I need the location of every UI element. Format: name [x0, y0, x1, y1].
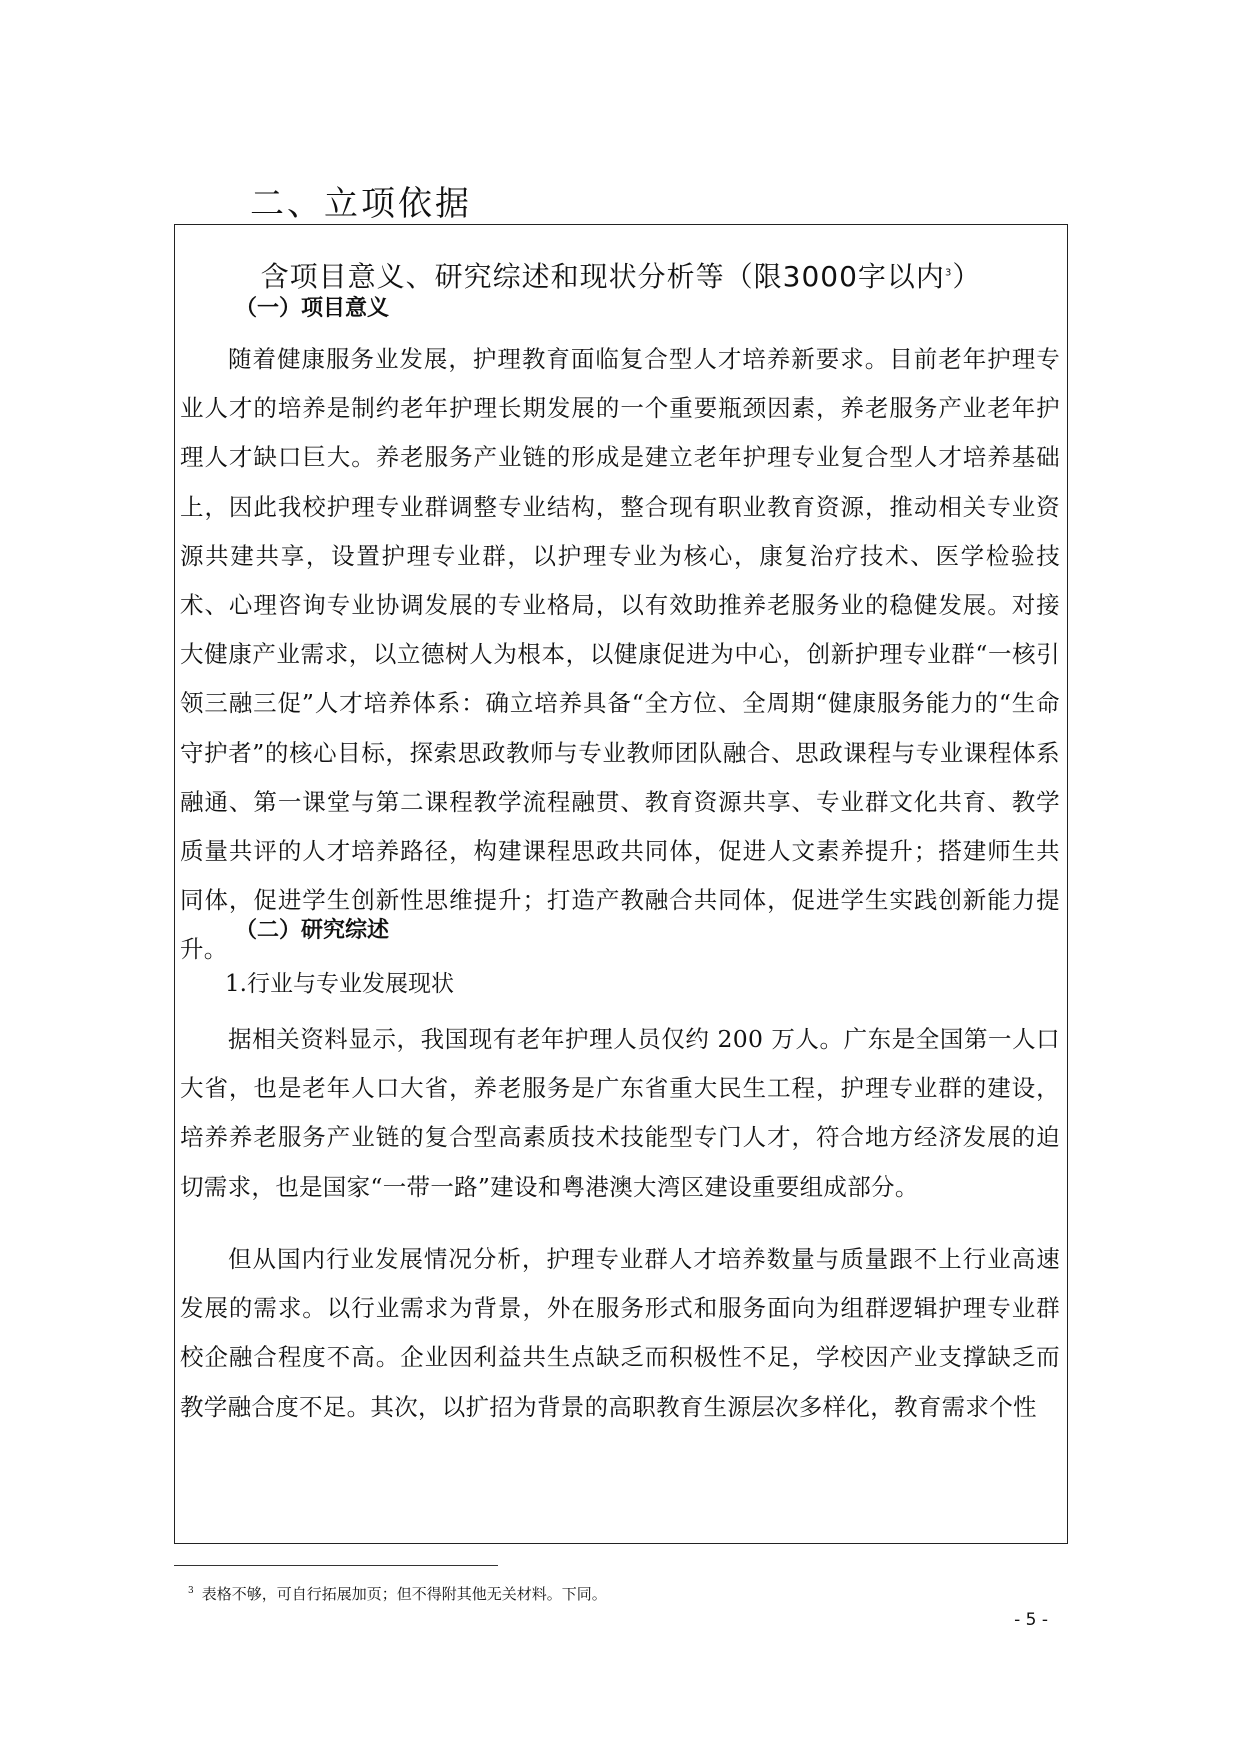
section-heading: 二、立项依据	[250, 184, 472, 224]
footnote-divider	[174, 1565, 498, 1566]
content-box	[174, 224, 1068, 1544]
item-industry-status: 1.行业与专业发展现状	[225, 971, 454, 997]
paragraph-industry-data: 据相关资料显示，我国现有老年护理人员仅约 200 万人。广东是全国第一人口大省，也是老年人口大省，养老服务是广东省重大民生工程，护理专业群的建设，培养养老服务产业链的复合型高素质技术技能型专门人才，符合地方经济发展的迫切需求，也是国家“一带一路”建设和粤港澳大湾区建设重要组成部分。	[180, 1025, 1060, 1201]
footnote	[188, 1583, 607, 1604]
box-title-close: ）	[952, 260, 982, 293]
box-title	[175, 255, 1067, 295]
subheading-project-significance: （一）项目意义	[235, 296, 390, 321]
title-footnote-mark: 3	[944, 267, 953, 279]
paragraph-project-significance: 随着健康服务业发展，护理教育面临复合型人才培养新要求。目前老年护理专业人才的培养是制约老年护理长期发展的一个重要瓶颈因素，养老服务产业老年护理人才缺口巨大。养老服务产业链的形成是建立老年护理专业复合型人才培养基础上，因此我校护理专业群调整专业结构，整合现有职业教育资源，推动相关专业资源共建共享，设置护理专业群，以护理专业为核心，康复治疗技术、医学检验技术、心理咨询专业协调发展的专业格局，以有效助推养老服务业的稳健发展。对接大健康产业需求，以立德树人为根本，以健康促进为中心，创新护理专业群“一核引领三融三促”人才培养体系：确立培养具备“全方位、全周期“健康服务能力的“生命守护者”的核心目标，探索思政教师与专业教师团队融合、思政课程与专业课程体系融通、第一课堂与第二课程教学流程融贯、教育资源共享、专业群文化共育、教学质量共评的人才培养路径，构建课程思政共同体，促进人文素养提升；搭建师生共同体，促进学生创新性思维提升；打造产教融合共同体，促进学生实践创新能力提升。	[180, 345, 1060, 964]
footnote-mark: 3	[188, 1586, 194, 1596]
page-number: - 5 -	[1014, 1610, 1048, 1630]
box-title-text: 含项目意义、研究综述和现状分析等（限3000字以内	[260, 260, 945, 293]
footnote-text: 表格不够，可自行拓展加页；但不得附其他无关材料。下同。	[201, 1585, 607, 1603]
subheading-research-review: （二）研究综述	[235, 918, 390, 943]
paragraph-industry-analysis: 但从国内行业发展情况分析，护理专业群人才培养数量与质量跟不上行业高速发展的需求。以行业需求为背景，外在服务形式和服务面向为组群逻辑护理专业群校企融合程度不高。企业因利益共生点缺乏而积极性不足，学校因产业支撑缺乏而教学融合度不足。其次，以扩招为背景的高职教育生源层次多样化，教育需求个性	[180, 1245, 1060, 1421]
